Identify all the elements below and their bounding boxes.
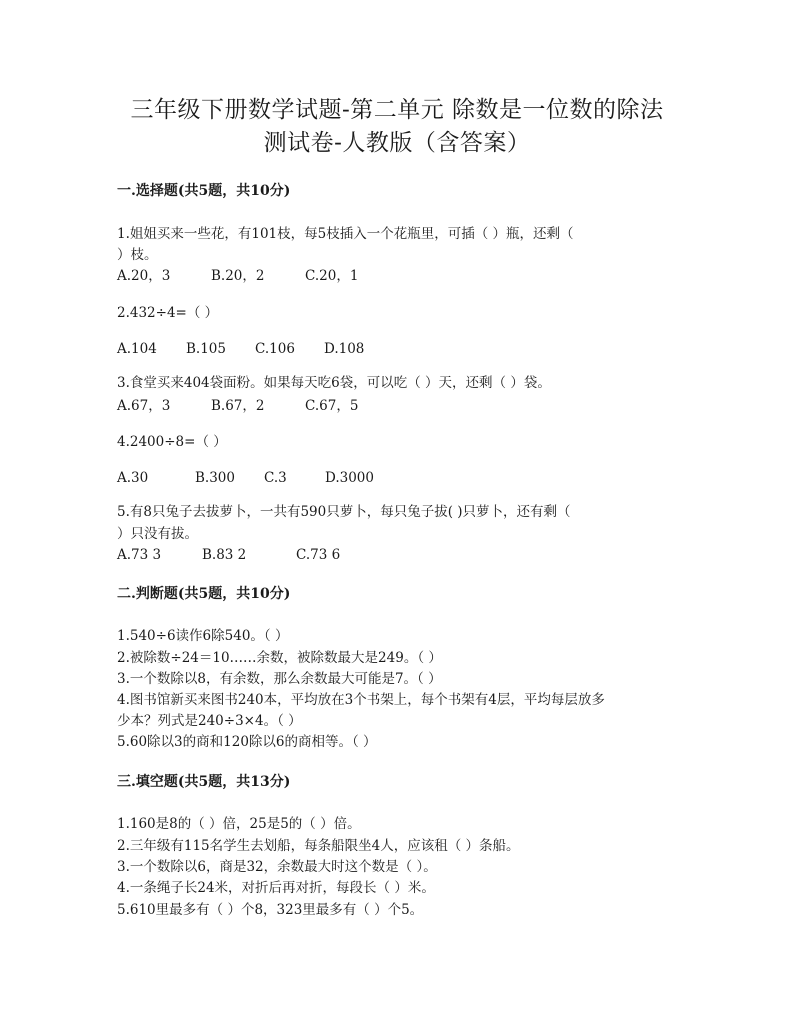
option-d: D.3000 — [325, 470, 374, 486]
question-4-options — [117, 469, 374, 487]
option-c: C.106 — [255, 341, 295, 357]
document-title-line-1: 三年级下册数学试题-第二单元 除数是一位数的除法 — [130, 97, 664, 123]
option-a: A.73 3 — [117, 547, 162, 563]
option-a: A.30 — [117, 470, 149, 486]
fill-item-3: 3.一个数除以6，商是32，余数最大时这个数是（ ）。 — [117, 859, 437, 875]
question-5-line-2: ）只没有拔。 — [117, 526, 198, 542]
option-c: C.20，1 — [305, 268, 359, 284]
question-5-line-1: 5.有8只兔子去拔萝卜，一共有590只萝卜，每只兔子拔( )只萝卜，还有剩（ — [117, 504, 571, 520]
option-c: C.67，5 — [305, 398, 359, 414]
option-b: B.300 — [195, 470, 235, 486]
fill-item-2: 2.三年级有115名学生去划船，每条船限坐4人，应该租（ ）条船。 — [117, 838, 520, 854]
question-2-line-1: 2.432÷4=（ ） — [117, 305, 219, 321]
question-1-options — [117, 267, 358, 285]
judgement-item-3: 3.一个数除以8，有余数，那么余数最大可能是7。（ ） — [117, 671, 442, 687]
option-b: B.67，2 — [211, 398, 265, 414]
judgement-item-4-line-1: 4.图书馆新买来图书240本，平均放在3个书架上，每个书架有4层，平均每层放多 — [117, 692, 605, 708]
question-2-options — [117, 340, 364, 358]
option-c: C.73 6 — [296, 547, 341, 563]
judgement-item-5: 5.60除以3的商和120除以6的商相等。（ ） — [117, 734, 377, 750]
question-1-line-1: 1.姐姐买来一些花，有101枝，每5枝插入一个花瓶里，可插（ ）瓶，还剩（ — [117, 226, 574, 242]
option-b: B.20，2 — [211, 268, 265, 284]
fill-item-1: 1.160是8的（ ）倍，25是5的（ ）倍。 — [117, 816, 361, 832]
question-1-line-2: ）枝。 — [117, 247, 158, 263]
fill-item-4: 4.一条绳子长24米，对折后再对折，每段长（ ）米。 — [117, 880, 435, 896]
fill-item-5: 5.610里最多有（ ）个8，323里最多有（ ）个5。 — [117, 902, 424, 918]
section-heading-fill-blank: 三.填空题(共5题，共13分) — [117, 774, 291, 790]
section-heading-judgement: 二.判断题(共5题，共10分) — [117, 586, 291, 602]
judgement-item-1: 1.540÷6读作6除540。（ ） — [117, 628, 289, 644]
option-a: A.20，3 — [117, 268, 171, 284]
judgement-item-4-line-2: 少本？列式是240÷3×4。（ ） — [117, 713, 302, 729]
judgement-item-2: 2.被除数÷24＝10……余数，被除数最大是249。（ ） — [117, 650, 442, 666]
section-heading-choice: 一.选择题(共5题，共10分) — [117, 183, 291, 199]
option-b: B.83 2 — [202, 547, 247, 563]
question-3-line-1: 3.食堂买来404袋面粉。如果每天吃6袋，可以吃（ ）天，还剩（ ）袋。 — [117, 375, 551, 391]
option-a: A.67，3 — [117, 398, 171, 414]
option-d: D.108 — [324, 341, 365, 357]
document-title-line-2: 测试卷-人教版（含答案） — [263, 130, 531, 156]
question-3-options — [117, 397, 358, 415]
question-4-line-1: 4.2400÷8=（ ） — [117, 434, 227, 450]
option-c: C.3 — [264, 470, 287, 486]
option-b: B.105 — [186, 341, 226, 357]
option-a: A.104 — [117, 341, 157, 357]
question-5-options — [117, 546, 340, 564]
